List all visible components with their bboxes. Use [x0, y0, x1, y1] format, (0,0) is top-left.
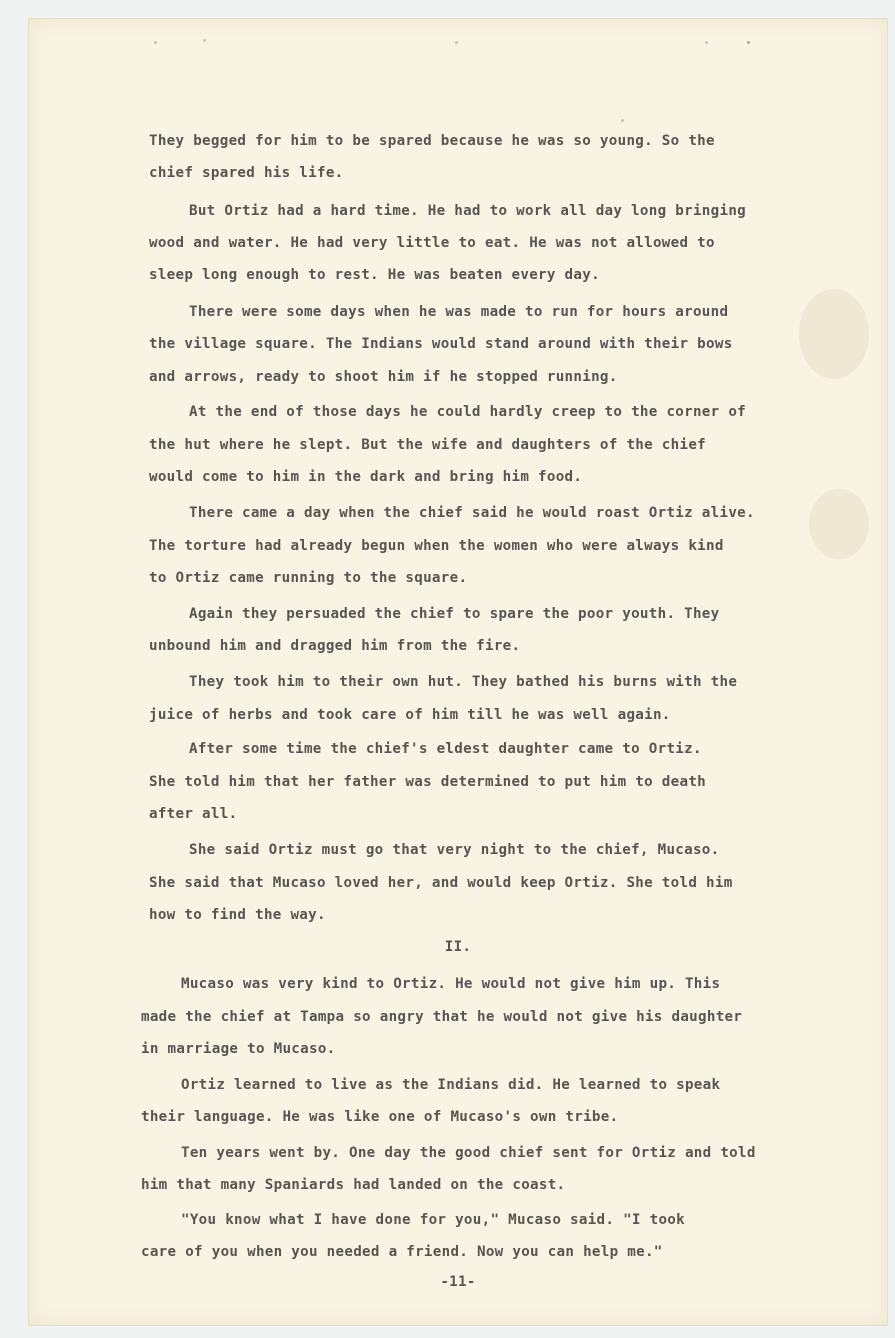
text-line: the hut where he slept. But the wife and daughters of the chief: [149, 437, 707, 453]
text-line: Ten years went by. One day the good chief sent for Ortiz and told: [181, 1145, 756, 1161]
text-line: chief spared his life.: [149, 165, 344, 181]
paper-speck: [154, 41, 157, 44]
text-line: She said that Mucaso loved her, and would keep Ortiz. She told him: [149, 875, 733, 891]
paper-stain: [799, 289, 869, 379]
paper-speck: [203, 39, 206, 42]
text-line: in marriage to Mucaso.: [141, 1041, 336, 1057]
text-line: At the end of those days he could hardly creep to the corner of: [189, 404, 747, 420]
text-line: sleep long enough to rest. He was beaten every day.: [149, 267, 600, 283]
paper-speck: [621, 119, 624, 122]
text-line: made the chief at Tampa so angry that he would not give his daughter: [141, 1009, 743, 1025]
text-line: There were some days when he was made to run for hours around: [189, 304, 729, 320]
text-line: care of you when you needed a friend. Now you can help me.": [141, 1244, 663, 1260]
typewritten-page: [28, 18, 888, 1326]
text-line: and arrows, ready to shoot him if he stopped running.: [149, 369, 618, 385]
paper-stain: [809, 489, 869, 559]
page-number: -11-: [440, 1274, 476, 1290]
text-line: She said Ortiz must go that very night to the chief, Mucaso.: [189, 842, 720, 858]
text-line: after all.: [149, 806, 238, 822]
text-line: their language. He was like one of Mucaso's own tribe.: [141, 1109, 619, 1125]
text-line: There came a day when the chief said he would roast Ortiz alive.: [189, 505, 755, 521]
text-line: unbound him and dragged him from the fire.: [149, 638, 521, 654]
text-line: how to find the way.: [149, 907, 326, 923]
text-line: Mucaso was very kind to Ortiz. He would not give him up. This: [181, 976, 721, 992]
text-line: After some time the chief's eldest daughter came to Ortiz.: [189, 741, 702, 757]
text-line: "You know what I have done for you," Mucaso said. "I took: [181, 1212, 685, 1228]
text-line: Ortiz learned to live as the Indians did. He learned to speak: [181, 1077, 721, 1093]
text-line: She told him that her father was determined to put him to death: [149, 774, 707, 790]
text-line: Again they persuaded the chief to spare the poor youth. They: [189, 606, 720, 622]
paper-speck: [455, 41, 458, 44]
paper-speck: [705, 41, 708, 44]
text-line: the village square. The Indians would stand around with their bows: [149, 336, 733, 352]
text-line: They begged for him to be spared because he was so young. So the: [149, 133, 715, 149]
text-line: would come to him in the dark and bring him food.: [149, 469, 583, 485]
text-line: juice of herbs and took care of him till he was well again.: [149, 707, 671, 723]
section-heading: II.: [444, 939, 472, 955]
text-line: The torture had already begun when the women who were always kind: [149, 538, 724, 554]
text-line: They took him to their own hut. They bathed his burns with the: [189, 674, 738, 690]
paper-speck: [747, 41, 750, 44]
text-line: wood and water. He had very little to eat. He was not allowed to: [149, 235, 715, 251]
text-line: him that many Spaniards had landed on the coast.: [141, 1177, 566, 1193]
text-line: to Ortiz came running to the square.: [149, 570, 468, 586]
text-line: But Ortiz had a hard time. He had to work all day long bringing: [189, 203, 747, 219]
